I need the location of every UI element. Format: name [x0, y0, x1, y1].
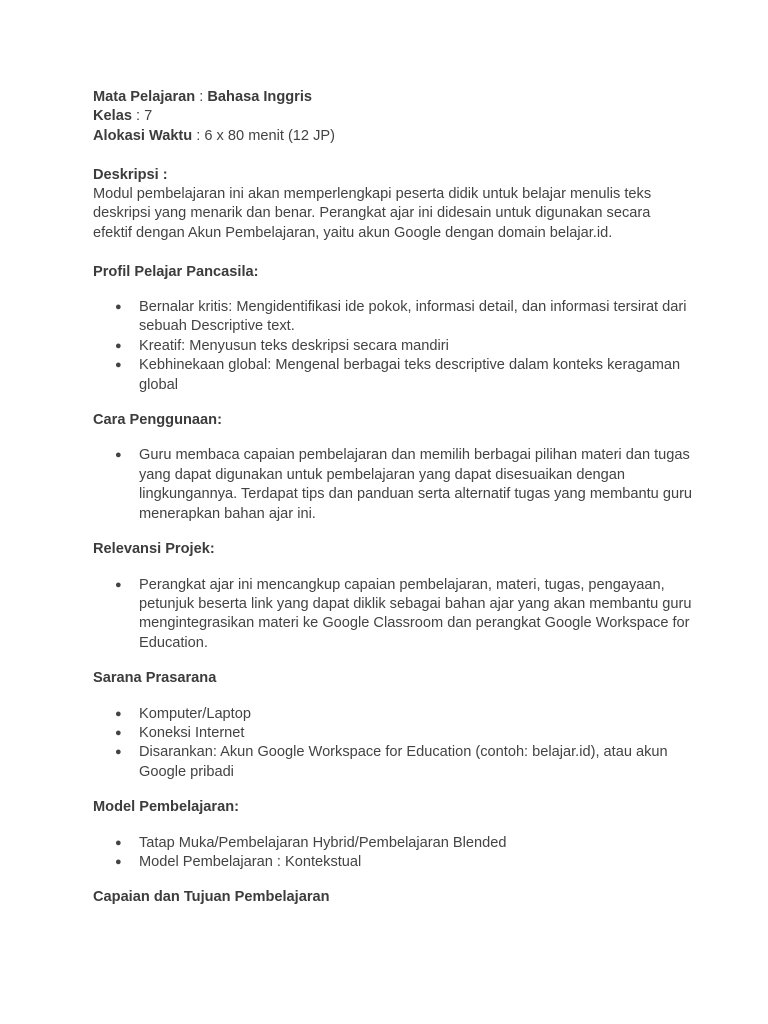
- time-separator: :: [192, 127, 205, 144]
- list-item: [93, 834, 693, 853]
- class-line: [93, 107, 693, 126]
- list-item: [93, 337, 693, 356]
- spacer: [93, 146, 693, 165]
- list-item-text: Tatap Muka/Pembelajaran Hybrid/Pembelajaran Blended: [139, 834, 507, 851]
- list-item: [93, 446, 693, 524]
- subject-value: Bahasa Inggris: [207, 89, 313, 105]
- document-page: [93, 88, 693, 908]
- bullet-icon: ●: [115, 836, 122, 849]
- description-heading: Deskripsi :: [93, 166, 168, 183]
- subject-label: Mata Pelajaran: [93, 89, 196, 105]
- bullet-icon: ●: [115, 339, 122, 352]
- class-separator: :: [131, 108, 145, 125]
- bullet-icon: ●: [115, 578, 122, 591]
- list-item: [93, 724, 693, 743]
- bullet-icon: ●: [115, 746, 122, 759]
- bullet-icon: ●: [115, 449, 122, 462]
- time-value: 6 x 80 menit (12 JP): [204, 127, 335, 144]
- time-line: [93, 127, 693, 146]
- subject-line: [93, 88, 693, 107]
- bullet-icon: ●: [115, 726, 122, 739]
- section-heading: Capaian dan Tujuan Pembelajaran: [93, 889, 330, 906]
- list-item: [93, 853, 693, 872]
- list-item: [93, 356, 693, 395]
- list-item: [93, 705, 693, 724]
- list-item-text: Model Pembelajaran : Kontekstual: [139, 853, 362, 870]
- bullet-list: [93, 298, 693, 395]
- list-item-text: Guru membaca capaian pembelajaran dan memilih berbagai pilihan materi dan tugas yang dapat digunakan untuk pembelajaran yang dapat disesuaikan dengan lingkungannya. Terdapat tips dan panduan serta alternatif tugas yang membantu guru menerapkan bahan ajar ini.: [139, 447, 693, 522]
- subject-separator: :: [195, 89, 208, 105]
- bullet-icon: ●: [115, 855, 122, 868]
- bullet-list: [93, 446, 693, 524]
- list-item: [93, 576, 693, 654]
- list-item: [93, 743, 693, 782]
- sections-container: [93, 263, 693, 908]
- class-label: Kelas: [93, 108, 132, 125]
- class-value: 7: [144, 108, 153, 125]
- section-heading: Sarana Prasarana: [93, 670, 217, 687]
- list-item-text: Kreatif: Menyusun teks deskripsi secara mandiri: [139, 337, 449, 354]
- bullet-list: [93, 834, 693, 873]
- list-item-text: Koneksi Internet: [139, 724, 245, 741]
- section-heading: Cara Penggunaan:: [93, 412, 222, 429]
- section-heading: Profil Pelajar Pancasila:: [93, 263, 259, 280]
- bullet-icon: ●: [115, 707, 122, 720]
- description-text: Modul pembelajaran ini akan memperlengkapi peserta didik untuk belajar menulis teks deskripsi yang menarik dan benar. Perangkat ajar ini didesain untuk digunakan secara efektif dengan Akun Pembelajaran, yaitu akun Google dengan domain belajar.id.: [93, 186, 652, 241]
- bullet-list: [93, 576, 693, 654]
- list-item-text: Perangkat ajar ini mencangkup capaian pembelajaran, materi, tugas, pengayaan, petunjuk beserta link yang dapat diklik sebagai bahan ajar yang akan membantu guru mengintegrasikan materi ke Google Classroom dan perangkat Google Workspace for Education.: [139, 576, 692, 651]
- bullet-list: [93, 705, 693, 783]
- section-heading: Relevansi Projek:: [93, 541, 215, 558]
- time-label: Alokasi Waktu: [93, 127, 193, 144]
- bullet-icon: ●: [115, 359, 122, 372]
- list-item-text: Disarankan: Akun Google Workspace for Education (contoh: belajar.id), atau akun Google pribadi: [139, 744, 668, 780]
- list-item-text: Bernalar kritis: Mengidentifikasi ide pokok, informasi detail, dan informasi tersirat dari sebuah Descriptive text.: [139, 299, 687, 335]
- list-item-text: Kebhinekaan global: Mengenal berbagai teks descriptive dalam konteks keragaman global: [139, 357, 681, 393]
- list-item: [93, 298, 693, 337]
- section-heading: Model Pembelajaran:: [93, 799, 239, 816]
- spacer: [93, 243, 693, 262]
- bullet-icon: ●: [115, 301, 122, 314]
- list-item-text: Komputer/Laptop: [139, 705, 251, 722]
